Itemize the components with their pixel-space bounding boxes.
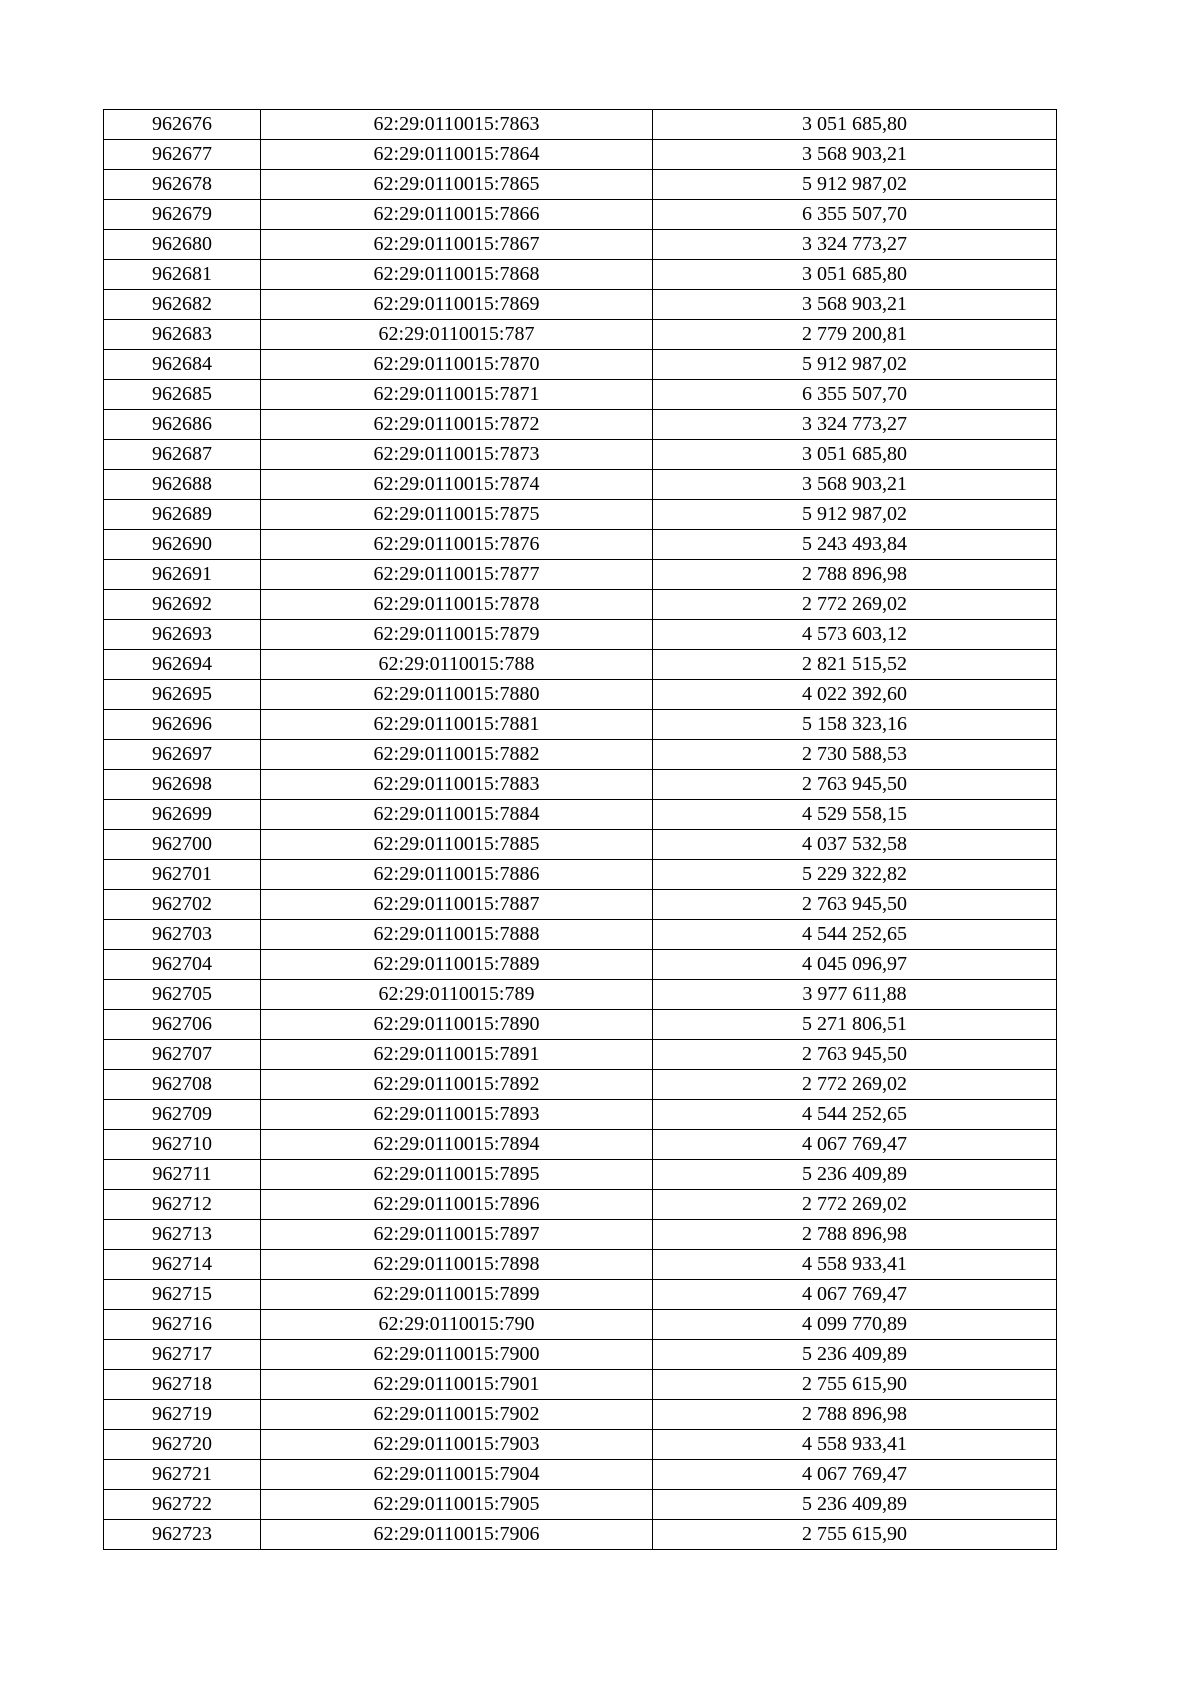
row-number-cell: 962700 bbox=[104, 830, 261, 860]
cadastral-value-cell: 4 067 769,47 bbox=[653, 1460, 1057, 1490]
cadastral-value-cell: 5 912 987,02 bbox=[653, 500, 1057, 530]
row-number-cell: 962722 bbox=[104, 1490, 261, 1520]
table-row bbox=[104, 710, 1057, 740]
cadastral-value-cell: 4 067 769,47 bbox=[653, 1130, 1057, 1160]
cadastral-value-cell: 2 788 896,98 bbox=[653, 1220, 1057, 1250]
table-row bbox=[104, 1010, 1057, 1040]
row-number-cell: 962679 bbox=[104, 200, 261, 230]
cadastral-value-cell: 3 324 773,27 bbox=[653, 410, 1057, 440]
cadastral-number-cell: 62:29:0110015:7906 bbox=[261, 1520, 653, 1550]
row-number-cell: 962678 bbox=[104, 170, 261, 200]
cadastral-value-cell: 2 821 515,52 bbox=[653, 650, 1057, 680]
table-row bbox=[104, 1490, 1057, 1520]
cadastral-number-cell: 62:29:0110015:788 bbox=[261, 650, 653, 680]
row-number-cell: 962710 bbox=[104, 1130, 261, 1160]
cadastral-value-cell: 5 912 987,02 bbox=[653, 170, 1057, 200]
row-number-cell: 962708 bbox=[104, 1070, 261, 1100]
cadastral-value-cell: 5 271 806,51 bbox=[653, 1010, 1057, 1040]
row-number-cell: 962720 bbox=[104, 1430, 261, 1460]
row-number-cell: 962684 bbox=[104, 350, 261, 380]
cadastral-number-cell: 62:29:0110015:7889 bbox=[261, 950, 653, 980]
row-number-cell: 962696 bbox=[104, 710, 261, 740]
row-number-cell: 962707 bbox=[104, 1040, 261, 1070]
row-number-cell: 962719 bbox=[104, 1400, 261, 1430]
row-number-cell: 962692 bbox=[104, 590, 261, 620]
table-row bbox=[104, 290, 1057, 320]
cadastral-number-cell: 62:29:0110015:7872 bbox=[261, 410, 653, 440]
cadastral-number-cell: 62:29:0110015:7882 bbox=[261, 740, 653, 770]
table-row bbox=[104, 920, 1057, 950]
cadastral-value-cell: 6 355 507,70 bbox=[653, 200, 1057, 230]
cadastral-value-table bbox=[103, 109, 1057, 1550]
cadastral-number-cell: 62:29:0110015:7883 bbox=[261, 770, 653, 800]
table-row bbox=[104, 680, 1057, 710]
cadastral-value-cell: 3 977 611,88 bbox=[653, 980, 1057, 1010]
table-row bbox=[104, 140, 1057, 170]
cadastral-number-cell: 62:29:0110015:7866 bbox=[261, 200, 653, 230]
cadastral-value-cell: 2 755 615,90 bbox=[653, 1370, 1057, 1400]
cadastral-number-cell: 62:29:0110015:7864 bbox=[261, 140, 653, 170]
cadastral-value-cell: 4 544 252,65 bbox=[653, 920, 1057, 950]
row-number-cell: 962713 bbox=[104, 1220, 261, 1250]
cadastral-number-cell: 62:29:0110015:7900 bbox=[261, 1340, 653, 1370]
row-number-cell: 962677 bbox=[104, 140, 261, 170]
row-number-cell: 962682 bbox=[104, 290, 261, 320]
cadastral-value-cell: 4 099 770,89 bbox=[653, 1310, 1057, 1340]
cadastral-number-cell: 62:29:0110015:7878 bbox=[261, 590, 653, 620]
row-number-cell: 962691 bbox=[104, 560, 261, 590]
cadastral-number-cell: 62:29:0110015:7894 bbox=[261, 1130, 653, 1160]
cadastral-value-cell: 5 158 323,16 bbox=[653, 710, 1057, 740]
cadastral-number-cell: 62:29:0110015:7868 bbox=[261, 260, 653, 290]
row-number-cell: 962697 bbox=[104, 740, 261, 770]
cadastral-number-cell: 62:29:0110015:7888 bbox=[261, 920, 653, 950]
table-row bbox=[104, 350, 1057, 380]
row-number-cell: 962694 bbox=[104, 650, 261, 680]
table-row bbox=[104, 1370, 1057, 1400]
cadastral-number-cell: 62:29:0110015:7874 bbox=[261, 470, 653, 500]
table-row bbox=[104, 1280, 1057, 1310]
cadastral-value-cell: 5 912 987,02 bbox=[653, 350, 1057, 380]
cadastral-number-cell: 62:29:0110015:7887 bbox=[261, 890, 653, 920]
cadastral-value-cell: 5 243 493,84 bbox=[653, 530, 1057, 560]
cadastral-value-cell: 2 779 200,81 bbox=[653, 320, 1057, 350]
table-row bbox=[104, 770, 1057, 800]
table-row bbox=[104, 1250, 1057, 1280]
cadastral-value-cell: 2 755 615,90 bbox=[653, 1520, 1057, 1550]
cadastral-value-cell: 3 051 685,80 bbox=[653, 440, 1057, 470]
row-number-cell: 962717 bbox=[104, 1340, 261, 1370]
table-row bbox=[104, 200, 1057, 230]
table-row bbox=[104, 620, 1057, 650]
table-row bbox=[104, 650, 1057, 680]
table-row bbox=[104, 860, 1057, 890]
table-row bbox=[104, 260, 1057, 290]
row-number-cell: 962693 bbox=[104, 620, 261, 650]
row-number-cell: 962702 bbox=[104, 890, 261, 920]
row-number-cell: 962701 bbox=[104, 860, 261, 890]
cadastral-number-cell: 62:29:0110015:7863 bbox=[261, 110, 653, 140]
row-number-cell: 962688 bbox=[104, 470, 261, 500]
cadastral-value-cell: 3 051 685,80 bbox=[653, 110, 1057, 140]
row-number-cell: 962716 bbox=[104, 1310, 261, 1340]
table-row bbox=[104, 890, 1057, 920]
table-row bbox=[104, 1160, 1057, 1190]
table-row bbox=[104, 1400, 1057, 1430]
row-number-cell: 962695 bbox=[104, 680, 261, 710]
row-number-cell: 962699 bbox=[104, 800, 261, 830]
row-number-cell: 962686 bbox=[104, 410, 261, 440]
table-row bbox=[104, 470, 1057, 500]
row-number-cell: 962709 bbox=[104, 1100, 261, 1130]
row-number-cell: 962705 bbox=[104, 980, 261, 1010]
table-row bbox=[104, 1190, 1057, 1220]
row-number-cell: 962712 bbox=[104, 1190, 261, 1220]
cadastral-value-cell: 4 529 558,15 bbox=[653, 800, 1057, 830]
row-number-cell: 962714 bbox=[104, 1250, 261, 1280]
cadastral-value-cell: 2 772 269,02 bbox=[653, 590, 1057, 620]
row-number-cell: 962711 bbox=[104, 1160, 261, 1190]
cadastral-number-cell: 62:29:0110015:7892 bbox=[261, 1070, 653, 1100]
cadastral-value-cell: 4 067 769,47 bbox=[653, 1280, 1057, 1310]
table-row bbox=[104, 170, 1057, 200]
table-row bbox=[104, 980, 1057, 1010]
cadastral-number-cell: 62:29:0110015:7885 bbox=[261, 830, 653, 860]
row-number-cell: 962676 bbox=[104, 110, 261, 140]
cadastral-number-cell: 62:29:0110015:7881 bbox=[261, 710, 653, 740]
table-row bbox=[104, 740, 1057, 770]
cadastral-number-cell: 62:29:0110015:7904 bbox=[261, 1460, 653, 1490]
row-number-cell: 962703 bbox=[104, 920, 261, 950]
cadastral-number-cell: 62:29:0110015:7870 bbox=[261, 350, 653, 380]
table-row bbox=[104, 1040, 1057, 1070]
cadastral-value-cell: 4 544 252,65 bbox=[653, 1100, 1057, 1130]
cadastral-number-cell: 62:29:0110015:7886 bbox=[261, 860, 653, 890]
table-row bbox=[104, 950, 1057, 980]
cadastral-number-cell: 62:29:0110015:7876 bbox=[261, 530, 653, 560]
row-number-cell: 962721 bbox=[104, 1460, 261, 1490]
cadastral-number-cell: 62:29:0110015:7871 bbox=[261, 380, 653, 410]
table-row bbox=[104, 1460, 1057, 1490]
cadastral-value-cell: 2 763 945,50 bbox=[653, 1040, 1057, 1070]
cadastral-value-cell: 5 229 322,82 bbox=[653, 860, 1057, 890]
table-row bbox=[104, 320, 1057, 350]
cadastral-number-cell: 62:29:0110015:7899 bbox=[261, 1280, 653, 1310]
cadastral-value-cell: 2 763 945,50 bbox=[653, 770, 1057, 800]
row-number-cell: 962685 bbox=[104, 380, 261, 410]
table-row bbox=[104, 1520, 1057, 1550]
cadastral-value-cell: 4 037 532,58 bbox=[653, 830, 1057, 860]
row-number-cell: 962715 bbox=[104, 1280, 261, 1310]
row-number-cell: 962718 bbox=[104, 1370, 261, 1400]
row-number-cell: 962689 bbox=[104, 500, 261, 530]
cadastral-value-cell: 2 730 588,53 bbox=[653, 740, 1057, 770]
cadastral-value-cell: 6 355 507,70 bbox=[653, 380, 1057, 410]
cadastral-value-cell: 3 324 773,27 bbox=[653, 230, 1057, 260]
cadastral-value-cell: 4 558 933,41 bbox=[653, 1430, 1057, 1460]
cadastral-number-cell: 62:29:0110015:7901 bbox=[261, 1370, 653, 1400]
cadastral-value-cell: 2 772 269,02 bbox=[653, 1070, 1057, 1100]
cadastral-value-cell: 5 236 409,89 bbox=[653, 1160, 1057, 1190]
cadastral-number-cell: 62:29:0110015:7891 bbox=[261, 1040, 653, 1070]
table-row bbox=[104, 560, 1057, 590]
row-number-cell: 962698 bbox=[104, 770, 261, 800]
cadastral-number-cell: 62:29:0110015:7895 bbox=[261, 1160, 653, 1190]
row-number-cell: 962706 bbox=[104, 1010, 261, 1040]
cadastral-number-cell: 62:29:0110015:7890 bbox=[261, 1010, 653, 1040]
table-row bbox=[104, 1310, 1057, 1340]
cadastral-value-cell: 3 568 903,21 bbox=[653, 470, 1057, 500]
cadastral-number-cell: 62:29:0110015:7867 bbox=[261, 230, 653, 260]
cadastral-number-cell: 62:29:0110015:7877 bbox=[261, 560, 653, 590]
table-row bbox=[104, 1100, 1057, 1130]
cadastral-value-cell: 4 045 096,97 bbox=[653, 950, 1057, 980]
cadastral-number-cell: 62:29:0110015:7896 bbox=[261, 1190, 653, 1220]
cadastral-number-cell: 62:29:0110015:790 bbox=[261, 1310, 653, 1340]
row-number-cell: 962681 bbox=[104, 260, 261, 290]
cadastral-number-cell: 62:29:0110015:7869 bbox=[261, 290, 653, 320]
cadastral-number-cell: 62:29:0110015:7879 bbox=[261, 620, 653, 650]
row-number-cell: 962680 bbox=[104, 230, 261, 260]
table-row bbox=[104, 830, 1057, 860]
cadastral-number-cell: 62:29:0110015:7884 bbox=[261, 800, 653, 830]
cadastral-value-cell: 5 236 409,89 bbox=[653, 1340, 1057, 1370]
table-row bbox=[104, 590, 1057, 620]
cadastral-number-cell: 62:29:0110015:7880 bbox=[261, 680, 653, 710]
cadastral-number-cell: 62:29:0110015:7898 bbox=[261, 1250, 653, 1280]
cadastral-value-cell: 3 568 903,21 bbox=[653, 290, 1057, 320]
cadastral-value-cell: 4 022 392,60 bbox=[653, 680, 1057, 710]
cadastral-value-cell: 2 772 269,02 bbox=[653, 1190, 1057, 1220]
table-body bbox=[104, 110, 1057, 1550]
table-row bbox=[104, 530, 1057, 560]
cadastral-value-cell: 2 763 945,50 bbox=[653, 890, 1057, 920]
table-row bbox=[104, 1430, 1057, 1460]
cadastral-number-cell: 62:29:0110015:787 bbox=[261, 320, 653, 350]
cadastral-value-cell: 5 236 409,89 bbox=[653, 1490, 1057, 1520]
row-number-cell: 962704 bbox=[104, 950, 261, 980]
table-row bbox=[104, 110, 1057, 140]
row-number-cell: 962683 bbox=[104, 320, 261, 350]
table-row bbox=[104, 500, 1057, 530]
table-row bbox=[104, 440, 1057, 470]
table-row bbox=[104, 1130, 1057, 1160]
table-row bbox=[104, 1220, 1057, 1250]
cadastral-number-cell: 62:29:0110015:789 bbox=[261, 980, 653, 1010]
cadastral-value-cell: 2 788 896,98 bbox=[653, 1400, 1057, 1430]
table-row bbox=[104, 800, 1057, 830]
table-row bbox=[104, 1070, 1057, 1100]
cadastral-value-cell: 3 568 903,21 bbox=[653, 140, 1057, 170]
cadastral-number-cell: 62:29:0110015:7897 bbox=[261, 1220, 653, 1250]
cadastral-number-cell: 62:29:0110015:7902 bbox=[261, 1400, 653, 1430]
cadastral-number-cell: 62:29:0110015:7893 bbox=[261, 1100, 653, 1130]
row-number-cell: 962690 bbox=[104, 530, 261, 560]
cadastral-number-cell: 62:29:0110015:7903 bbox=[261, 1430, 653, 1460]
table-row bbox=[104, 230, 1057, 260]
table-row bbox=[104, 410, 1057, 440]
cadastral-number-cell: 62:29:0110015:7873 bbox=[261, 440, 653, 470]
table-row bbox=[104, 380, 1057, 410]
cadastral-number-cell: 62:29:0110015:7865 bbox=[261, 170, 653, 200]
cadastral-value-cell: 4 558 933,41 bbox=[653, 1250, 1057, 1280]
cadastral-number-cell: 62:29:0110015:7905 bbox=[261, 1490, 653, 1520]
cadastral-value-cell: 2 788 896,98 bbox=[653, 560, 1057, 590]
table-row bbox=[104, 1340, 1057, 1370]
cadastral-value-cell: 4 573 603,12 bbox=[653, 620, 1057, 650]
cadastral-value-cell: 3 051 685,80 bbox=[653, 260, 1057, 290]
row-number-cell: 962723 bbox=[104, 1520, 261, 1550]
cadastral-number-cell: 62:29:0110015:7875 bbox=[261, 500, 653, 530]
row-number-cell: 962687 bbox=[104, 440, 261, 470]
